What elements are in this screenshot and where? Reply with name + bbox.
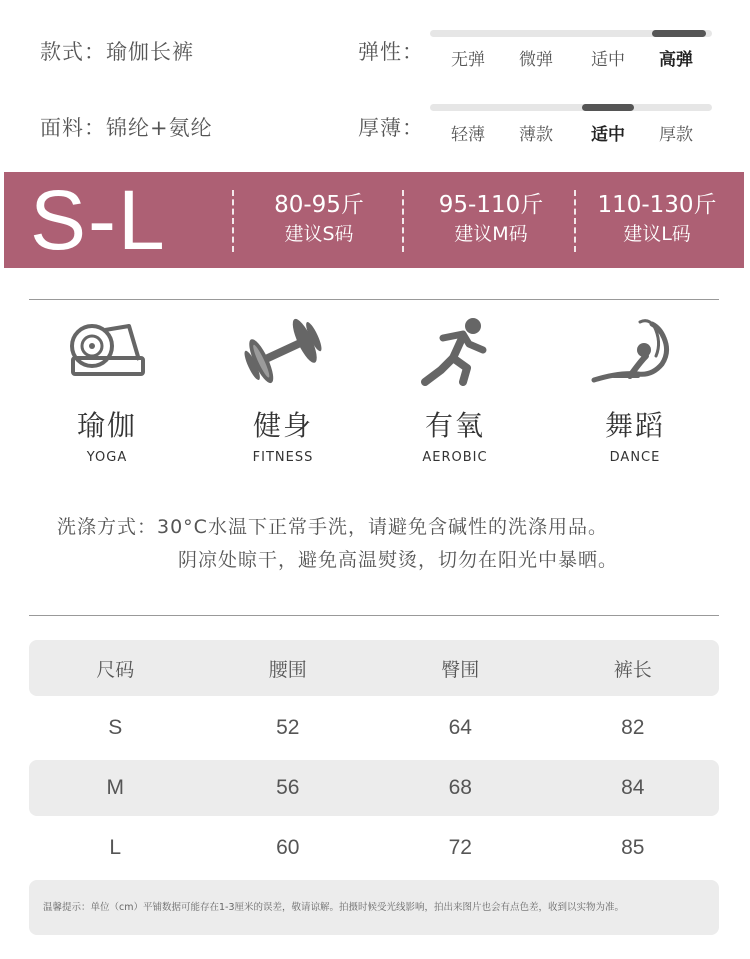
divider-bottom [29, 615, 719, 616]
dancer-icon [590, 316, 680, 386]
cell-size: S [108, 716, 123, 739]
size-suggest: 建议S码 [284, 223, 354, 245]
header-length: 裤长 [613, 658, 652, 681]
cell-length: 84 [621, 776, 645, 799]
cell-size: M [106, 776, 124, 799]
activity-aerobic [385, 316, 525, 465]
size-table [29, 640, 719, 876]
runner-icon [413, 316, 497, 386]
cell-hip: 72 [448, 836, 472, 859]
thickness-scale [430, 104, 712, 111]
size-range: S-L [30, 173, 167, 267]
activity-name-en: YOGA [86, 450, 128, 465]
activity-name-en: DANCE [609, 450, 661, 465]
elasticity-option-medium: 适中 [591, 50, 625, 70]
elasticity-option-none: 无弹 [451, 50, 485, 70]
activity-name: 健身 [252, 409, 313, 442]
thickness-option-light: 轻薄 [451, 125, 485, 145]
cell-hip: 64 [448, 716, 472, 739]
banner-divider [402, 190, 404, 252]
fabric-label: 面料：锦纶+氨纶 [40, 116, 213, 140]
cell-length: 85 [621, 836, 645, 859]
style-label: 款式：瑜伽长裤 [40, 40, 194, 64]
size-suggest: 建议M码 [454, 223, 528, 245]
elasticity-option-high: 高弹 [659, 50, 693, 70]
thickness-label: 厚薄： [358, 116, 424, 140]
divider-top [29, 299, 719, 300]
elasticity-option-slight: 微弹 [519, 50, 553, 70]
size-suggestion-l [572, 190, 742, 248]
thickness-option-thin: 薄款 [519, 125, 553, 145]
table-row [29, 700, 719, 756]
header-hip: 臀围 [441, 658, 480, 681]
table-header [29, 640, 719, 696]
size-banner [4, 172, 744, 268]
activity-name-en: AEROBIC [422, 450, 488, 465]
measurement-note: 温馨提示：单位（cm）平铺数据可能存在1-3厘米的误差，敬请谅解。拍摄时候受光线影响，拍出来图片也会有点色差，收到以实物为准。 [29, 880, 719, 935]
cell-hip: 68 [448, 776, 472, 799]
size-suggestion-s [234, 190, 404, 248]
table-row [29, 760, 719, 816]
weight-range: 95-110斤 [438, 192, 544, 218]
activity-name: 舞蹈 [604, 409, 665, 442]
washing-instruction-line1: 洗涤方式：30°C水温下正常手洗，请避免含碱性的洗涤用品。 [57, 516, 608, 538]
activity-name-en: FITNESS [252, 450, 314, 465]
cell-waist: 52 [276, 716, 300, 739]
thickness-scale-fill [582, 104, 634, 111]
size-suggestion-m [406, 190, 576, 248]
activity-yoga [37, 316, 177, 465]
elasticity-scale-fill [652, 30, 706, 37]
elasticity-label: 弹性： [358, 40, 424, 64]
activity-dance [565, 316, 705, 465]
yoga-mat-icon [65, 316, 149, 386]
activity-fitness [213, 316, 353, 465]
thickness-option-thick: 厚款 [659, 125, 693, 145]
weight-range: 80-95斤 [274, 192, 364, 218]
size-suggest: 建议L码 [623, 223, 691, 245]
dumbbell-icon [241, 316, 325, 386]
table-row [29, 820, 719, 876]
cell-waist: 60 [276, 836, 300, 859]
cell-size: L [109, 836, 122, 859]
weight-range: 110-130斤 [597, 192, 717, 218]
washing-instruction-line2: 阴凉处晾干，避免高温熨烫，切勿在阳光中暴晒。 [178, 549, 619, 571]
thickness-option-medium: 适中 [591, 125, 625, 145]
elasticity-scale [430, 30, 712, 37]
cell-waist: 56 [276, 776, 300, 799]
header-size: 尺码 [96, 658, 135, 681]
header-waist: 腰围 [268, 658, 307, 681]
cell-length: 82 [621, 716, 645, 739]
activity-name: 瑜伽 [76, 409, 137, 442]
activity-name: 有氧 [424, 409, 485, 442]
